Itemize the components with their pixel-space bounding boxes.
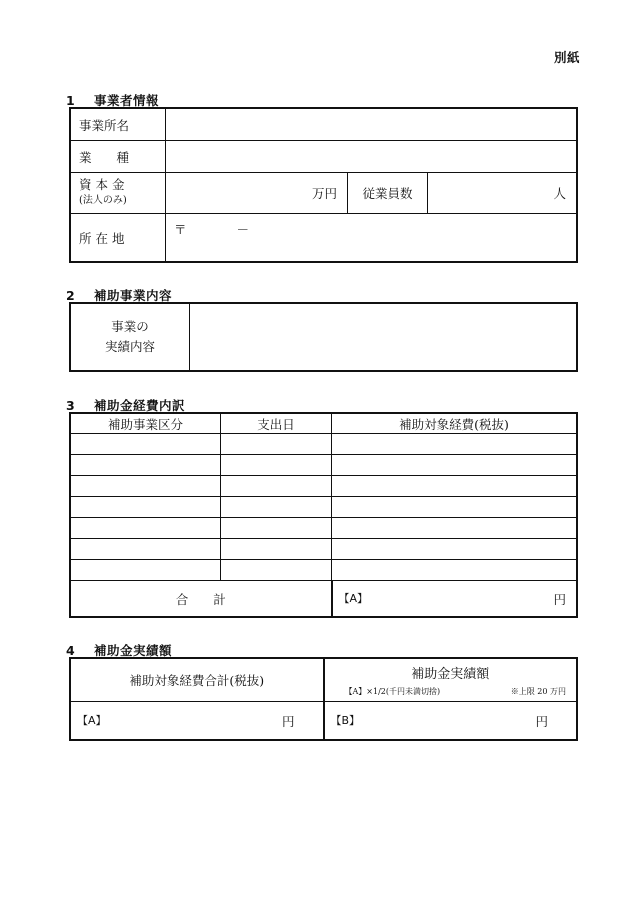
section-2-heading [66,286,172,304]
postal-dash: － [236,222,250,237]
table-row [71,455,577,476]
subsidy-amount-header: 補助金実績額 [411,667,490,682]
total-label: 合 計 [71,581,332,617]
subsidy-amount-unit: 円 [535,713,548,729]
expense-breakdown-table [70,413,577,617]
table-row [71,476,577,497]
expense-cell[interactable] [332,518,577,539]
address-label: 所 在 地 [71,214,166,262]
column-header-expense: 補助対象経費(税抜) [332,414,577,434]
date-cell[interactable] [221,434,332,455]
postal-mark: 〒 [174,222,187,237]
company-name-label: 事業所名 [71,109,166,141]
category-cell[interactable] [71,539,221,560]
capital-label-cell [71,173,166,214]
column-header-date: 支出日 [221,414,332,434]
date-cell[interactable] [221,560,332,581]
date-cell[interactable] [221,539,332,560]
table-row [71,434,577,455]
expense-cell[interactable] [332,455,577,476]
business-info-table [70,108,577,262]
attachment-label: 別紙 [553,50,580,65]
marker-a: 【A】 [77,713,107,727]
employees-field[interactable] [428,173,577,214]
category-cell[interactable] [71,560,221,581]
table-row [71,518,577,539]
expense-cell[interactable] [332,539,577,560]
expense-cell[interactable] [332,476,577,497]
employees-label: 従業員数 [348,173,428,214]
section-3-heading [66,396,185,414]
date-cell[interactable] [221,518,332,539]
table-row [71,539,577,560]
section-3-number: 3 [66,398,76,413]
section-1-heading [66,91,159,109]
expense-cell[interactable] [332,497,577,518]
table-row [71,560,577,581]
industry-label: 業 種 [71,141,166,173]
subsidy-formula: 【A】×1/2(千円未満切捨) [344,687,441,696]
subsidy-amount-field[interactable] [324,702,577,740]
business-content-label-line2: 実績内容 [104,339,155,354]
total-expense-unit: 円 [281,713,295,729]
total-expense-field[interactable] [71,702,324,740]
date-cell[interactable] [221,455,332,476]
address-field[interactable] [166,214,577,262]
table-row [71,497,577,518]
category-cell[interactable] [71,434,221,455]
company-name-field[interactable] [166,109,577,141]
business-content-label-cell [71,304,190,371]
business-content-table [70,303,577,371]
subsidy-amount-table [70,658,577,740]
section-2-title: 補助事業内容 [94,288,173,303]
marker-b: 【B】 [330,713,361,727]
section-3-title: 補助金経費内訳 [94,398,186,413]
section-1-title: 事業者情報 [94,93,160,108]
expense-cell[interactable] [332,434,577,455]
expense-cell[interactable] [332,560,577,581]
business-content-label-line1: 事業の [111,319,149,334]
section-1-number: 1 [66,93,76,108]
subsidy-limit-note: ※上限 20 万円 [510,687,566,696]
category-cell[interactable] [71,476,221,497]
section-4-heading [66,641,172,659]
employees-unit: 人 [553,186,567,201]
date-cell[interactable] [221,497,332,518]
section-4-number: 4 [66,643,76,658]
total-unit: 円 [553,591,566,607]
section-4-title: 補助金実績額 [94,643,173,658]
date-cell[interactable] [221,476,332,497]
capital-field[interactable] [166,173,348,214]
section-2-number: 2 [66,288,76,303]
category-cell[interactable] [71,455,221,476]
category-cell[interactable] [71,518,221,539]
category-cell[interactable] [71,497,221,518]
business-content-field[interactable] [190,304,577,371]
subsidy-amount-header-cell [324,659,577,702]
total-marker-a: 【A】 [338,591,369,605]
industry-field[interactable] [166,141,577,173]
capital-label: 資 本 金 [79,177,125,192]
capital-note: (法人のみ) [79,195,127,206]
column-header-category: 補助事業区分 [71,414,221,434]
capital-unit: 万円 [311,186,337,201]
total-expense-header: 補助対象経費合計(税抜) [71,659,324,702]
total-expense-field[interactable] [332,581,577,617]
